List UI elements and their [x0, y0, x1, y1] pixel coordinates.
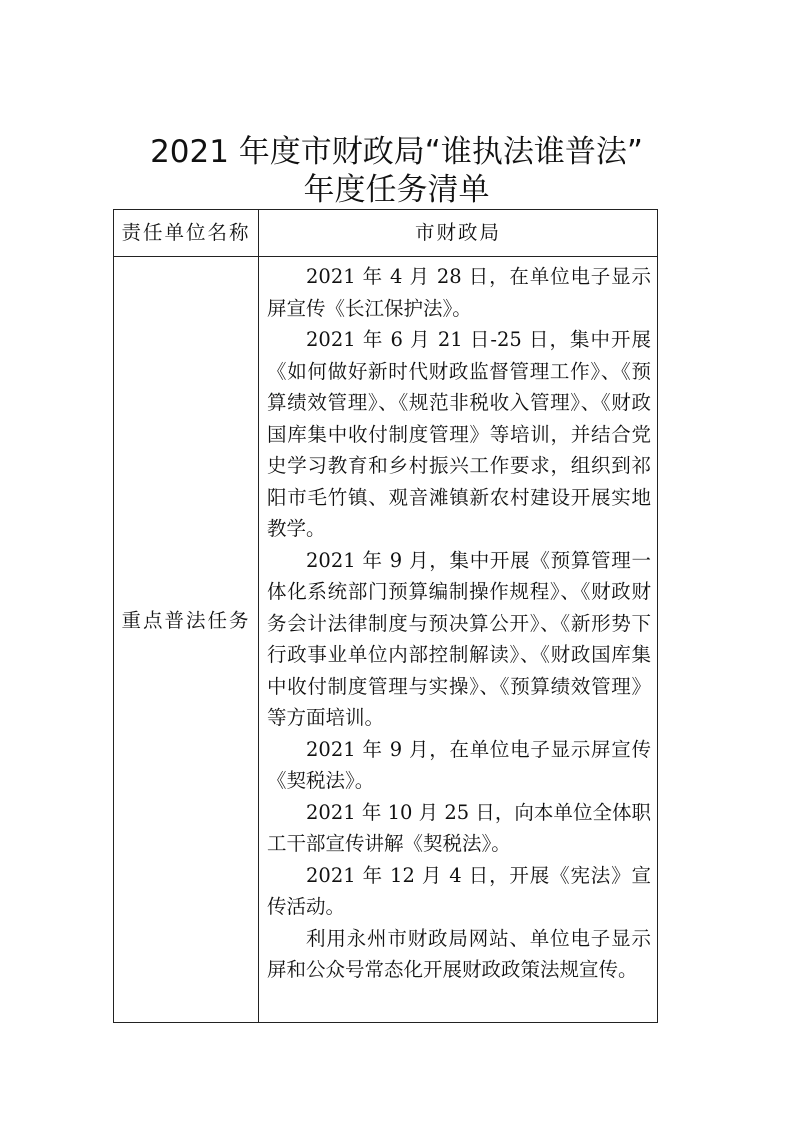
- row-label-cell: 重点普法任务: [121, 609, 251, 632]
- header-label-cell: 责任单位名称: [121, 221, 251, 244]
- task-paragraph: 2021 年 6 月 21 日-25 日，集中开展《如何做好新时代财政监督管理工作》、《预算绩效管理》、《规范非税收入管理》、《财政国库集中收付制度管理》等培训，并结合党史学习教育和乡村振兴工作要求，组织到祁阳市毛竹镇、观音滩镇新农村建设开展实地教学。: [267, 328, 651, 540]
- task-paragraph: 2021 年 12 月 4 日，开展《宪法》宣传活动。: [267, 863, 651, 918]
- task-paragraph: 2021 年 4 月 28 日，在单位电子显示屏宣传《长江保护法》。: [267, 265, 651, 320]
- task-paragraph: 利用永州市财政局网站、单位电子显示屏和公众号常态化开展财政政策法规宣传。: [267, 926, 651, 981]
- header-value-cell: 市财政局: [414, 221, 501, 244]
- table-row-divider: [114, 256, 657, 257]
- task-paragraph: 2021 年 9 月，在单位电子显示屏宣传《契税法》。: [267, 737, 651, 792]
- task-content-cell: [267, 261, 651, 986]
- task-paragraph: 2021 年 9 月，集中开展《预算管理一体化系统部门预算编制操作规程》、《财政财务会计法律制度与预决算公开》、《新形势下行政事业单位内部控制解读》、《财政国库集中收付制度管理与实操》、《预算绩效管理》等方面培训。: [267, 548, 651, 729]
- task-paragraph: 2021 年 10 月 25 日，向本单位全体职工干部宣传讲解《契税法》。: [267, 800, 651, 855]
- document-title-line-2: 年度任务清单: [303, 172, 490, 208]
- task-table: [113, 209, 658, 1023]
- document-title-line-1: 2021 年度市财政局“谁执法谁普法”: [150, 134, 643, 170]
- table-column-divider: [258, 210, 259, 1022]
